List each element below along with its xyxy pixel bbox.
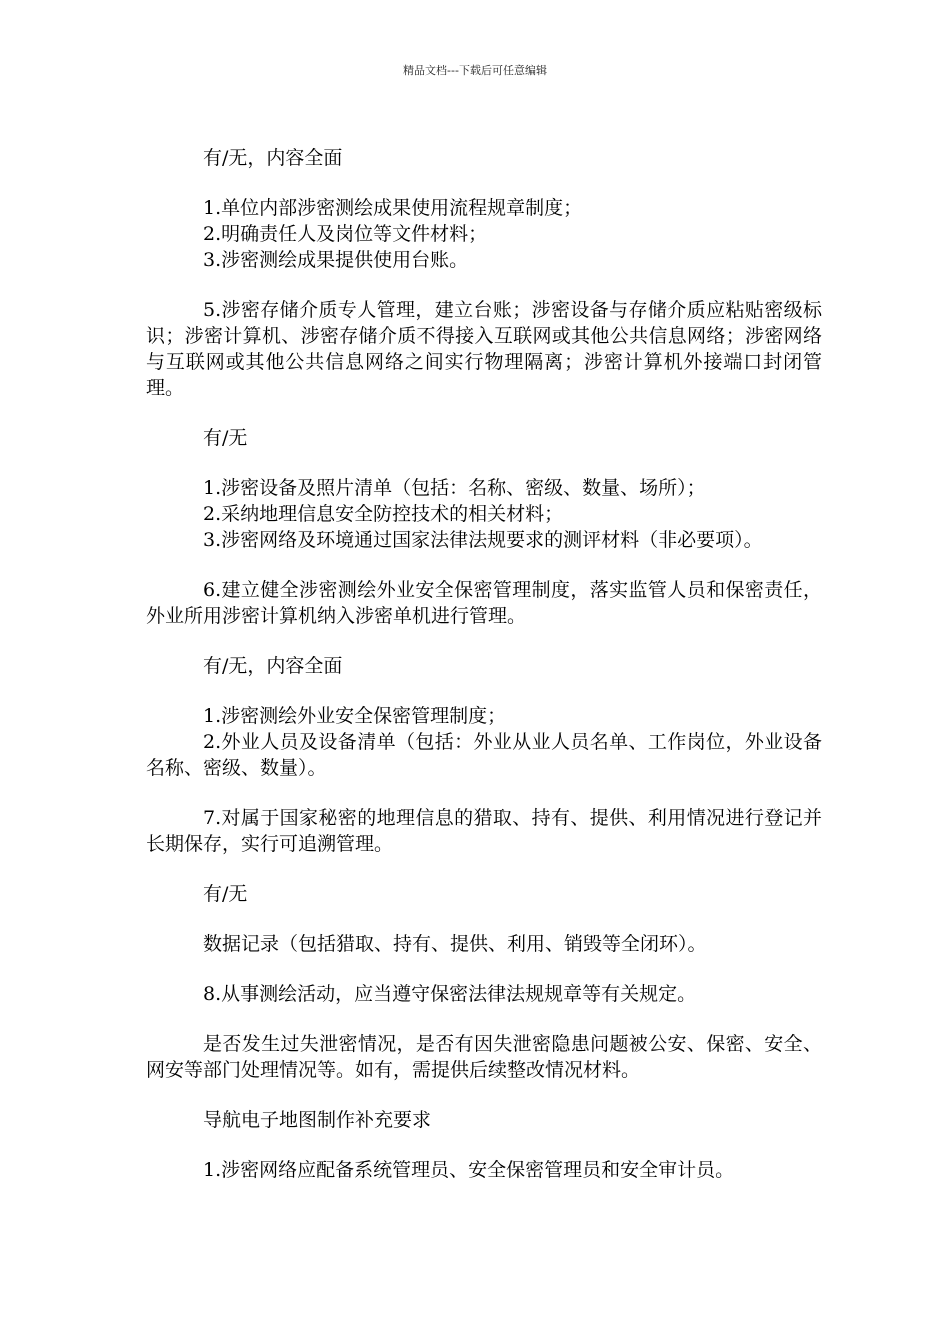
section-heading-navigation-map: 导航电子地图制作补充要求 bbox=[203, 1109, 432, 1131]
paragraph-nav-item-1: 1.涉密网络应配备系统管理员、安全保密管理员和安全审计员。 bbox=[203, 1159, 735, 1181]
page-header: 精品文档---下载后可任意编辑 bbox=[403, 64, 547, 77]
requirement-list-1 bbox=[146, 195, 822, 273]
list-item: 1.涉密测绘外业安全保密管理制度； bbox=[203, 705, 507, 727]
list-item: 3.涉密测绘成果提供使用台账。 bbox=[203, 249, 469, 271]
list-item: 2.明确责任人及岗位等文件材料； bbox=[203, 223, 488, 245]
paragraph-item-8: 8.从事测绘活动，应当遵守保密法律法规规章等有关规定。 bbox=[203, 983, 697, 1005]
paragraph-data-record: 数据记录（包括猎取、持有、提供、利用、销毁等全闭环）。 bbox=[203, 933, 707, 955]
paragraph-status-1: 有/无，内容全面 bbox=[203, 147, 343, 169]
paragraph-item-7: 7.对属于国家秘密的地理信息的猎取、持有、提供、利用情况进行登记并长期保存，实行可追溯管理。 bbox=[146, 807, 822, 855]
paragraph-leak-check: 是否发生过失泄密情况，是否有因失泄密隐患问题被公安、保密、安全、网安等部门处理情况等。如有，需提供后续整改情况材料。 bbox=[146, 1033, 822, 1081]
paragraph-item-5: 5.涉密存储介质专人管理，建立台账；涉密设备与存储介质应粘贴密级标识；涉密计算机、涉密存储介质不得接入互联网或其他公共信息网络；涉密网络与互联网或其他公共信息网络之间实行物理隔离；涉密计算机外接端口封闭管理。 bbox=[146, 299, 822, 399]
requirement-list-2 bbox=[146, 475, 822, 553]
paragraph-item-6: 6.建立健全涉密测绘外业安全保密管理制度，落实监管人员和保密责任，外业所用涉密计算机纳入涉密单机进行管理。 bbox=[146, 579, 822, 627]
list-item: 1.单位内部涉密测绘成果使用流程规章制度； bbox=[203, 197, 583, 219]
document-body bbox=[146, 145, 822, 1207]
paragraph-status-4: 有/无 bbox=[203, 883, 248, 905]
list-item: 3.涉密网络及环境通过国家法律法规要求的测评材料（非必要项）。 bbox=[203, 529, 763, 551]
paragraph-status-3: 有/无，内容全面 bbox=[203, 655, 343, 677]
paragraph-status-2: 有/无 bbox=[203, 427, 248, 449]
list-item: 1.涉密设备及照片清单（包括：名称、密级、数量、场所）； bbox=[203, 477, 706, 499]
requirement-list-3 bbox=[146, 703, 822, 781]
list-item: 2.外业人员及设备清单（包括：外业从业人员名单、工作岗位，外业设备名称、密级、数量）。 bbox=[146, 731, 822, 779]
list-item: 2.采纳地理信息安全防控技术的相关材料； bbox=[203, 503, 564, 525]
